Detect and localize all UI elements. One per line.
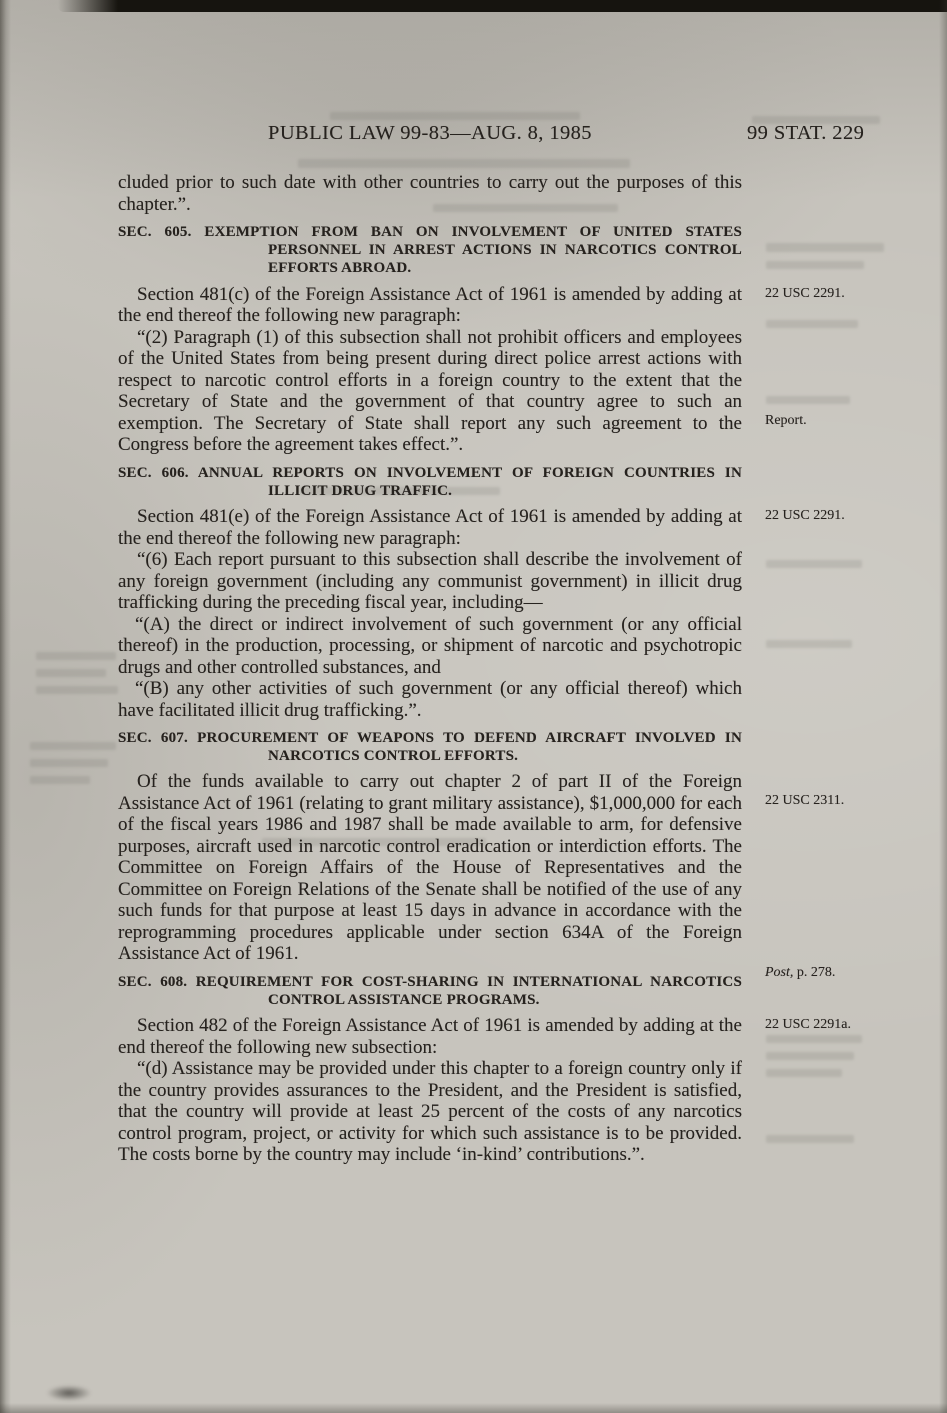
sec-607-paragraph-text: Of the funds available to carry out chapter 2 of part II of the Foreign Assistance Act of 1961 (relating to grant military assistance), $1,000,000 for each of the fiscal years 1986 and 1987 shall be made available to arm, for defensive purposes, aircraft used in narcotic control eradication or interdiction efforts. The Committee on Foreign Affairs of the House of Representatives and the Committee on Foreign Relations of the Senate shall be notified of the use of any such funds for that purpose at least 15 days in advance in accordance with the reprogramming procedures applicable under section 634A of the Foreign Assistance Act of 1961. <box>118 771 742 965</box>
scan-edge-left <box>0 0 11 1413</box>
margin-note-22-usc-2311: 22 USC 2311. <box>765 793 845 809</box>
bleed-through-mark <box>766 640 852 648</box>
scan-edge-bottom <box>0 1403 947 1413</box>
sec-605-paragraph-2-text: “(2) Paragraph (1) of this subsection shall not prohibit officers and employees of the United States from being present during direct police arrest actions with respect to narcotic control efforts in a foreign country to the extent that the Secretary of State and the government of that country agree to such an exemption. The Secretary of State shall report any such agreement to the Congress before the agreement takes effect.”. <box>118 326 742 456</box>
bleed-through-mark <box>766 1069 842 1077</box>
sec-605-intro-paragraph <box>118 283 845 327</box>
bleed-through-mark <box>30 759 108 767</box>
sec-606-subparagraph-a: “(A) the direct or indirect involvement of such government (or any official thereof) in the production, processing, or shipment of narcotic and psychotropic drugs and other controlled substances, and <box>118 613 742 678</box>
sec-605-intro-text: Section 481(c) of the Foreign Assistance Act of 1961 is amended by adding at the end thereof the following new paragraph: <box>118 283 742 327</box>
sec-605-heading: SEC. 605. EXEMPTION FROM BAN ON INVOLVEMENT OF UNITED STATES PERSONNEL IN ARREST ACTIONS IN NARCOTICS CONTROL EFFORTS ABROAD. <box>118 224 742 277</box>
bleed-through-mark <box>766 1052 854 1060</box>
bleed-through-mark <box>766 396 850 404</box>
bleed-through-mark <box>766 1035 862 1043</box>
stat-page-number: 99 STAT. 229 <box>747 122 865 144</box>
sec-606-subparagraph-b: “(B) any other activities of such government (or any official thereof) which have facilitated illicit drug trafficking.”. <box>118 678 742 721</box>
sec-606-heading: SEC. 606. ANNUAL REPORTS ON INVOLVEMENT OF FOREIGN COUNTRIES IN ILLICIT DRUG TRAFFIC. <box>118 464 742 499</box>
running-head <box>118 121 865 145</box>
sec-605-paragraph-2 <box>118 326 807 456</box>
scan-edge-top <box>58 0 947 12</box>
bleed-through-mark <box>766 243 884 252</box>
bleed-through-mark <box>766 1135 854 1143</box>
sec-606-paragraph-6: “(6) Each report pursuant to this subsection shall describe the involvement of any foreign government (including any communist government) in illicit drug trafficking during the preceding fiscal year, including— <box>118 549 742 614</box>
sec-608-heading: SEC. 608. REQUIREMENT FOR COST-SHARING IN INTERNATIONAL NARCOTICS CONTROL ASSISTANCE PROGRAMS. <box>118 973 742 1009</box>
margin-note-post-rest: p. 278. <box>793 965 836 981</box>
bleed-through-mark <box>766 261 864 269</box>
bleed-through-mark <box>36 669 106 677</box>
bleed-through-mark <box>30 776 90 784</box>
margin-note-22-usc-2291a: 22 USC 2291a. <box>765 1017 851 1033</box>
text-column <box>118 121 865 1166</box>
bleed-through-mark <box>30 742 116 750</box>
bleed-through-mark <box>36 652 116 660</box>
margin-note-post-p-278 <box>765 965 945 982</box>
bleed-through-mark <box>766 320 858 328</box>
sec-607-heading: SEC. 607. PROCUREMENT OF WEAPONS TO DEFEND AIRCRAFT INVOLVED IN NARCOTICS CONTROL EFFORTS. <box>118 730 742 765</box>
scan-corner-smudge <box>46 1385 92 1401</box>
sec-608-intro-paragraph <box>118 1015 851 1058</box>
scan-edge-right <box>939 0 947 1413</box>
sec-608-paragraph-d: “(d) Assistance may be provided under this chapter to a foreign country only if the country provides assurances to the President, and the President is satisfied, that the country will provide at least 25 percent of the costs of any narcotics control program, project, or activity for which such assistance is to be provided. The costs borne by the country may include ‘in-kind’ contributions.”. <box>118 1058 742 1166</box>
margin-note-22-usc-2291-b: 22 USC 2291. <box>765 508 845 524</box>
sec-606-intro-text: Section 481(e) of the Foreign Assistance Act of 1961 is amended by adding at the end thereof the following new paragraph: <box>118 506 742 549</box>
sec-607-paragraph <box>118 771 845 981</box>
bleed-through-mark <box>766 560 862 568</box>
continuation-paragraph: cluded prior to such date with other countries to carry out the purposes of this chapter.”. <box>118 172 742 215</box>
sec-606-intro-paragraph <box>118 506 845 549</box>
sec-608-intro-text: Section 482 of the Foreign Assistance Act of 1961 is amended by adding at the end thereof the following new subsection: <box>118 1015 742 1058</box>
margin-note-post-italic: Post, <box>765 965 794 981</box>
bleed-through-mark <box>330 112 580 120</box>
law-title: PUBLIC LAW 99-83—AUG. 8, 1985 <box>268 122 592 144</box>
bleed-through-mark <box>36 686 118 694</box>
margin-note-22-usc-2291: 22 USC 2291. <box>765 285 845 301</box>
margin-note-report: Report. <box>765 412 807 428</box>
